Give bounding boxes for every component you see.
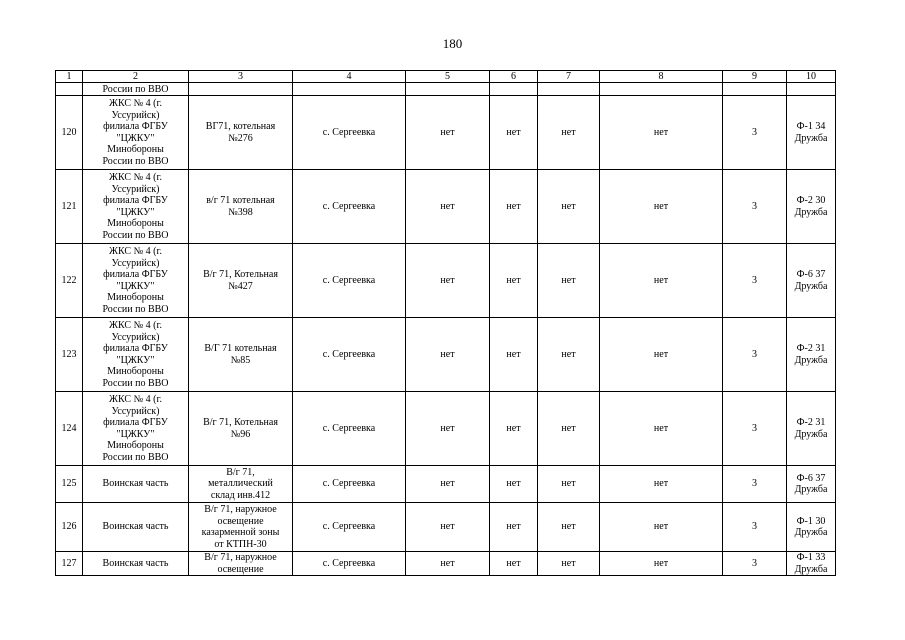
cell-text: Ф-1 30 Дружба <box>794 515 828 538</box>
cell-text: ЖКС № 4 (г. Уссурийск) филиала ФГБУ "ЦЖКУ" Минобороны России по ВВО <box>102 394 169 463</box>
cell-text: 3 <box>752 478 757 490</box>
table-row <box>56 170 836 244</box>
cell-text: нет <box>653 422 669 434</box>
table-row <box>56 466 836 503</box>
cell-text: В/Г 71 котельная №85 <box>204 343 277 366</box>
cell-text: нет <box>440 521 455 533</box>
cell-text: нет <box>506 126 521 138</box>
table-cell <box>787 552 836 576</box>
cell-text: нет <box>561 274 576 286</box>
cell-text: 122 <box>61 274 77 286</box>
cell-text: Ф-1 33 Дружба <box>794 552 828 575</box>
table-cell: России по ВВО <box>83 83 189 96</box>
table-cell <box>600 392 723 466</box>
table-cell <box>490 244 538 318</box>
table-row <box>56 318 836 392</box>
table-cell <box>723 96 787 170</box>
table-cell <box>83 392 189 466</box>
table-cell <box>293 466 406 503</box>
table-cell <box>600 503 723 552</box>
table-row <box>56 96 836 170</box>
table-cell <box>293 244 406 318</box>
table-cell <box>189 392 293 466</box>
column-header: 9 <box>723 71 787 83</box>
table-cell <box>490 96 538 170</box>
table-cell <box>83 318 189 392</box>
cell-text: ЖКС № 4 (г. Уссурийск) филиала ФГБУ "ЦЖКУ" Минобороны России по ВВО <box>102 320 169 389</box>
cell-text: Ф-2 30 Дружба <box>794 195 828 218</box>
table-row <box>56 392 836 466</box>
cell-text: Ф-1 34 Дружба <box>794 121 828 144</box>
table-cell <box>723 503 787 552</box>
continuation-row <box>56 83 836 96</box>
table-cell <box>189 96 293 170</box>
cell-text: 125 <box>61 478 77 490</box>
cell-text: с. Сергеевка <box>322 521 376 533</box>
cell-text: Ф-2 31 Дружба <box>794 417 828 440</box>
table-cell <box>723 392 787 466</box>
cell-text: с. Сергеевка <box>322 126 376 138</box>
cell-text: нет <box>506 478 521 490</box>
page-number: 180 <box>442 36 463 51</box>
cell-text: с. Сергеевка <box>322 200 376 212</box>
cell-text: ЖКС № 4 (г. Уссурийск) филиала ФГБУ "ЦЖКУ" Минобороны России по ВВО <box>102 172 169 241</box>
table-cell <box>538 392 600 466</box>
cell-text: Воинская часть <box>102 478 169 490</box>
column-header: 5 <box>406 71 490 83</box>
cell-text: Ф-2 31 Дружба <box>794 343 828 366</box>
cell-text: 3 <box>752 521 757 533</box>
table-cell <box>293 392 406 466</box>
table-cell <box>189 170 293 244</box>
table-cell <box>406 170 490 244</box>
table-cell <box>600 244 723 318</box>
cell-text: нет <box>506 422 521 434</box>
cell-text: нет <box>561 422 576 434</box>
table-cell <box>293 318 406 392</box>
table-cell <box>538 96 600 170</box>
column-header: 6 <box>490 71 538 83</box>
table-cell <box>538 552 600 576</box>
cell-text: В/г 71, металлический склад инв.412 <box>208 466 273 501</box>
table-cell <box>83 244 189 318</box>
table-cell <box>787 392 836 466</box>
cell-text: В/г 71, наружное освещение <box>204 552 277 575</box>
column-header: 2 <box>83 71 189 83</box>
table-cell <box>406 244 490 318</box>
table-cell <box>406 552 490 576</box>
table-cell <box>787 318 836 392</box>
table-cell <box>490 466 538 503</box>
cell-text: нет <box>561 521 576 533</box>
cell-text: нет <box>561 557 576 569</box>
cell-text: Ф-6 37 Дружба <box>794 269 828 292</box>
cell-text: нет <box>440 557 455 569</box>
cell-text: нет <box>440 478 455 490</box>
table-cell <box>189 503 293 552</box>
column-header: 8 <box>600 71 723 83</box>
cell-text: Ф-6 37 Дружба <box>794 472 828 495</box>
cell-text: с. Сергеевка <box>322 348 376 360</box>
table-cell <box>600 96 723 170</box>
cell-text: нет <box>561 200 576 212</box>
table-cell <box>83 503 189 552</box>
cell-text: нет <box>440 348 455 360</box>
table-cell <box>787 96 836 170</box>
data-table <box>55 70 836 576</box>
cell-text: 121 <box>61 200 77 212</box>
table-cell <box>293 96 406 170</box>
table-cell <box>406 318 490 392</box>
table-cell <box>787 503 836 552</box>
table-cell <box>83 552 189 576</box>
table-cell <box>600 466 723 503</box>
cell-text: нет <box>561 126 576 138</box>
cell-text: нет <box>653 348 669 360</box>
table-cell <box>538 466 600 503</box>
table-cell <box>600 552 723 576</box>
column-header: 3 <box>189 71 293 83</box>
table-cell <box>538 318 600 392</box>
header-row <box>56 71 836 83</box>
cell-text: В/г 71, Котельная №427 <box>203 269 278 292</box>
cell-text: нет <box>506 557 521 569</box>
cell-text: 120 <box>61 126 77 138</box>
cell-text: нет <box>653 478 669 490</box>
cell-text: 3 <box>752 126 757 138</box>
table-cell <box>600 83 723 96</box>
table-cell <box>83 170 189 244</box>
cell-text: В/г 71, наружное освещение казарменной зоны от КТПН-30 <box>201 504 280 550</box>
table-cell <box>56 503 83 552</box>
cell-text: нет <box>653 521 669 533</box>
cell-text: нет <box>506 348 521 360</box>
table-cell <box>406 392 490 466</box>
table-cell <box>83 96 189 170</box>
cell-text: В/г 71, Котельная №96 <box>203 417 278 440</box>
table-cell <box>723 466 787 503</box>
cell-text: нет <box>440 200 455 212</box>
table-row <box>56 244 836 318</box>
table-cell <box>56 392 83 466</box>
column-header: 7 <box>538 71 600 83</box>
cell-text: с. Сергеевка <box>322 478 376 490</box>
cell-text: нет <box>653 557 669 569</box>
cell-text: Воинская часть <box>102 521 169 533</box>
table-cell <box>723 83 787 96</box>
table-cell <box>723 170 787 244</box>
cell-text: нет <box>506 200 521 212</box>
table-row <box>56 503 836 552</box>
cell-text: ЖКС № 4 (г. Уссурийск) филиала ФГБУ "ЦЖКУ" Минобороны России по ВВО <box>102 246 169 315</box>
cell-text: 3 <box>752 274 757 286</box>
table-cell <box>56 552 83 576</box>
table-cell <box>189 552 293 576</box>
table-cell <box>490 392 538 466</box>
table-cell <box>56 170 83 244</box>
table-cell <box>406 466 490 503</box>
table-cell <box>83 466 189 503</box>
table-cell <box>56 83 83 96</box>
cell-text: нет <box>440 422 455 434</box>
cell-text: 127 <box>61 557 77 569</box>
table-cell <box>406 503 490 552</box>
column-header: 4 <box>293 71 406 83</box>
cell-text: 124 <box>61 422 77 434</box>
cell-text: 3 <box>752 422 757 434</box>
table-cell <box>56 318 83 392</box>
table-cell <box>600 318 723 392</box>
cell-text: с. Сергеевка <box>322 274 376 286</box>
table-cell <box>56 244 83 318</box>
table-cell <box>293 83 406 96</box>
cell-text: ВГ71, котельная №276 <box>205 121 276 144</box>
table-cell <box>538 83 600 96</box>
cell-text: нет <box>440 126 455 138</box>
table-cell <box>189 466 293 503</box>
cell-text: нет <box>561 478 576 490</box>
table-cell <box>406 96 490 170</box>
cell-text: нет <box>440 274 455 286</box>
table-cell <box>787 83 836 96</box>
table-cell <box>538 503 600 552</box>
table-row <box>56 552 836 576</box>
table-cell <box>538 244 600 318</box>
table-cell <box>56 96 83 170</box>
column-header: 1 <box>56 71 83 83</box>
cell-text: нет <box>561 348 576 360</box>
table-cell <box>189 318 293 392</box>
cell-text: 123 <box>61 348 77 360</box>
cell-text: нет <box>506 274 521 286</box>
table-cell <box>600 170 723 244</box>
table-cell <box>538 170 600 244</box>
table-cell <box>56 466 83 503</box>
cell-text: в/г 71 котельная №398 <box>206 195 275 218</box>
column-header: 10 <box>787 71 836 83</box>
cell-text: 3 <box>752 557 757 569</box>
cell-text: нет <box>506 521 521 533</box>
cell-text: нет <box>653 274 669 286</box>
table-cell <box>723 318 787 392</box>
table-cell <box>723 552 787 576</box>
table-cell <box>787 170 836 244</box>
table-cell <box>293 552 406 576</box>
table-cell <box>490 503 538 552</box>
cell-text: нет <box>653 126 669 138</box>
table-cell <box>490 170 538 244</box>
table-cell <box>293 503 406 552</box>
table-cell <box>787 466 836 503</box>
cell-text: ЖКС № 4 (г. Уссурийск) филиала ФГБУ "ЦЖКУ" Минобороны России по ВВО <box>102 98 169 167</box>
table-cell <box>406 83 490 96</box>
cell-text: с. Сергеевка <box>322 557 376 569</box>
cell-text: нет <box>653 200 669 212</box>
cell-text: с. Сергеевка <box>322 422 376 434</box>
cell-text: 3 <box>752 200 757 212</box>
cell-text: Воинская часть <box>102 557 169 569</box>
table-cell <box>189 244 293 318</box>
table-cell <box>490 318 538 392</box>
cell-text: 126 <box>61 521 77 533</box>
table-cell <box>490 552 538 576</box>
table-cell <box>293 170 406 244</box>
table-cell <box>723 244 787 318</box>
table-cell <box>490 83 538 96</box>
cell-text: 3 <box>752 348 757 360</box>
table-cell <box>189 83 293 96</box>
table-cell <box>787 244 836 318</box>
